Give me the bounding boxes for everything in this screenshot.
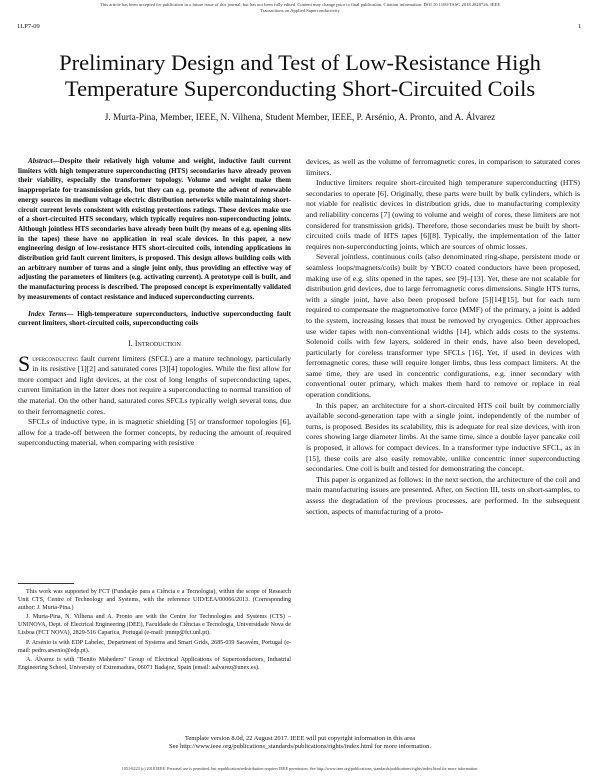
right-paragraph-1: devices, as well as the volume of ferromagnetic cores, in comparison to saturated cores limiters.: [306, 157, 580, 177]
left-column: [18, 157, 291, 449]
footnote-rule: [18, 583, 74, 584]
index-terms-text: — High-temperature superconductors, inductive superconducting fault current limiters, short-circuited coils, superconducting coils: [18, 309, 292, 328]
footnote-affiliation-cts: J. Murta-Pina, N. Vilhena and A. Pronto are with the Centre for Technologies and Systems (CTS) – UNINOVA, Dept. of Electrical Engineering (DEE), Faculdade de Ciências e Tecnologia, Universidade Nova de Lisboa (FCT NOVA), 2829-516 Caparica, Portugal (e-mail: jmmp@fct.unl.pt).: [18, 614, 291, 636]
footnote-affiliation-unex: A. Álvarez is with "Benito Mahedero" Group of Electrical Applications of Superconductors, Industrial Engineering School, University of Extremadura, 06071 Badajoz, Spain (email: aalvarez@unex.es).: [18, 657, 291, 672]
banner-line-2: Transactions on Applied Superconductivity: [260, 8, 340, 13]
paper-title: [20, 50, 580, 102]
index-terms: [18, 310, 291, 329]
footnote-affiliation-edp: P. Arsénio is with EDP Labelec, Department of Systems and Smart Grids, 2685-039 Sacavém, Portugal (e-mail: pedro.arsenio@edp.pt).: [18, 639, 291, 654]
journal-banner: [8, 2, 592, 14]
template-note-line-1: Template version 8.0d, 22 August 2017. IEEE will put copyright information in this area: [184, 735, 416, 742]
banner-line-1: This article has been accepted for publication in a future issue of this journal, but has not been fully edited. Content may change prior to final publication. Citation information: DOI 10.1109/TASC.2018.2820726, IEEE: [99, 2, 501, 7]
intro-paragraph-1: fault current limiters (SFCL) are a mature technology, particularly in its resistive [1][2] and saturated cores [3][4] topologies. While the first allow for more compact and light devices, at the cost of long lengths of superconducting tapes, current limitation in the latter does not require a superconducting to normal transition of the material. On the other hand, saturated cores SFCLs typically weigh several tons, due to their ferromagnetic cores.: [18, 353, 291, 416]
template-note-line-2: See http://www.ieee.org/publications_standards/publications/rights/index.html for more information.: [169, 743, 431, 751]
title-line-1: Preliminary Design and Test of Low-Resistance High: [59, 50, 541, 75]
intro-paragraph-2: SFCLs of inductive type, in is magnetic shielding [5] or transformer topologies [6], allow for a trade-off between the former concepts, by reducing the amount of required superconducting material, when comparing with resistive: [18, 417, 291, 448]
abstract: [18, 157, 291, 303]
drop-cap: S: [18, 350, 31, 376]
footnotes: [18, 589, 291, 675]
intro-smallcaps: uperconducting: [32, 353, 79, 363]
page-number: 1: [578, 23, 582, 30]
right-column: [306, 157, 580, 517]
right-paragraph-2: Inductive limiters require short-circuited high temperature superconducting (HTS) secondaries to operate [6]. Originally, these parts were built by bulk cylinders, which is not viable for realistic devices in distribution grids, due to manufacturing complexity and reliability concerns [7] (owing to volume and weight of cores, these limiters are not considered for transmission grids). Therefore, those secondaries must be built by short-circuited coils made of HTS tapes [6][8]. Typically, the implementation of the latter requires non-superconducting joints, which are sources of ohmic losses.: [306, 178, 580, 251]
right-paragraph-3: Several jointless, continuous coils (also denominated ring-shape, persistent mode or seamless loops/magnets/coils) built by YBCO coated conductors have been proposed, making use of e.g. slits opened in the tapes, see [9]–[13]. Yet, these are not scalable for distribution grid devices, due to large ferromagnetic cores dimensions. Single HTS turns, with a single joint, have also been proposed before [5][14][15], but for each turn required to compensate the magnetomotive force (MMF) of the primary, a joint is added to the system, increasing losses that must be removed by cryogenics. Other approaches use wider tapes with non-conventional widths [14], which adds costs to the systems. Solenoid coils with few layers, soldered in their ends, have also been developed, particularly for coreless transformer type SFCLs [16]. Yet, if used in devices with ferromagnetic cores, these will require longer limbs, thus less compact limiters. At the same time, they are used in concentric configurations, e.g. inner secondary with conventional outer primary, which makes them hard to remove or replace in real operation conditions.: [306, 252, 580, 400]
abstract-text: —Despite their relatively high volume and weight, inductive fault current limiters with high temperature superconducting (HTS) secondaries have already proven their viability, especially the transformer topology. Volume and weight make them inappropriate for transmission grids, but they can e.g. promote the advent of renewable energy sources in medium voltage electric distribution networks while maintaining short-circuit current levels consistent with existing protections ratings. These devices make use of a short-circuited HTS secondary, which typically requires non-superconducting joints. Although jointless HTS secondaries have already been built (by means of e.g. opening slits in the tapes) these have no application in real scale devices. In this paper, a new engineering design of low-resistance HTS short-circuited coils, intending applications in distribution grid fault current limiters, is proposed. This design allows building coils with an arbitrary number of turns and a single joint only, thus providing an effective way of adjusting the parameters of limiters (e.g. activating current). A prototype coil is built, and the manufacturing process is described. The proposed concept is experimentally validated by measurements of contact resistance and induced superconducting currents.: [18, 157, 291, 301]
index-terms-lead: Index Terms: [28, 309, 67, 318]
paper-id: 1LP7-09: [17, 23, 40, 30]
template-note: [40, 735, 560, 752]
footnote-funding: This work was supported by FCT (Fundação para a Ciência e a Tecnologia), within the scope of Research Unit CTS, Centre of Technology and Systems, with the reference UID/EEA/00066/2013. (Corresponding author: J. Murta-Pina.): [18, 589, 291, 611]
author-list: J. Murta-Pina, Member, IEEE, N. Vilhena, Student Member, IEEE, P. Arsénio, A. Pronto, and A. Álvarez: [104, 113, 496, 123]
copyright-notice: 1051-8223 (c) 2018 IEEE. Personal use is permitted, but republication/redistribution requires IEEE permission. See http://www.ieee.org/publications_standards/publications/rights/index.html for more information.: [121, 766, 479, 771]
section-heading-introduction: I. Introduction: [128, 338, 181, 348]
right-paragraph-4: In this paper, an architecture for a short-circuited HTS coil built by commercially available second-generation tape with a single joint, independently of the number of turns, is proposed. Besides its scalability, this is adequate for real size devices, with iron cores showing large diameter limbs. At the same time, since a double layer pancake coil is proposed, it allows for compact devices. In a transformer type inductive SFCL, as in [15], these coils are also easily removable, unlike concentric inner superconducting secondaries. One coil is built and tested for demonstrating the concept.: [306, 400, 580, 474]
right-paragraph-5: This paper is organized as follows: in the next section, the architecture of the coil and main manufacturing issues are presented. After, on Section III, tests on short-samples, to assess the degradation of the previous processes, are performed. In the subsequent section, aspects of manufacturing of a proto-: [306, 474, 580, 516]
abstract-lead: Abstract: [28, 157, 53, 165]
title-line-2: Temperature Superconducting Short-Circuited Coils: [64, 76, 536, 101]
